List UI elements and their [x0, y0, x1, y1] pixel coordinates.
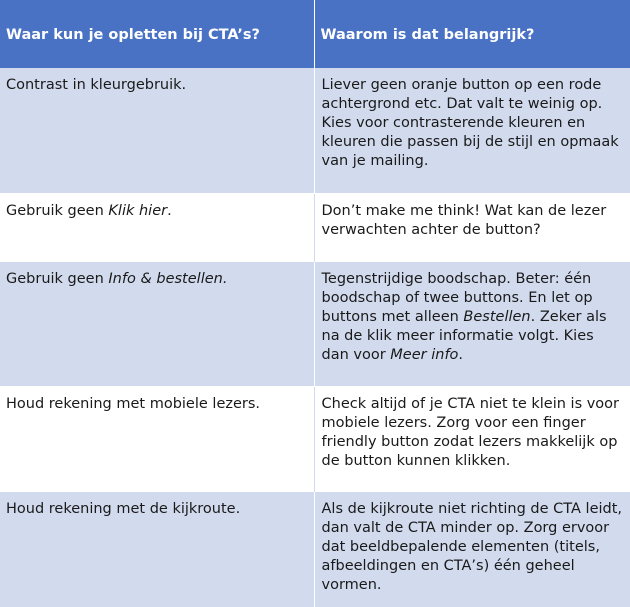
- table-row: [0, 194, 630, 263]
- reason-text: .: [458, 347, 464, 363]
- reason-cell: Liever geen oranje button op een rode achtergrond etc. Dat valt te weinig op. Kies voor contrasterende kleuren en kleuren die passen bij de stijl en opmaak van je mailing.: [314, 68, 630, 194]
- header-cell-reasons: Waarom is dat belangrijk?: [314, 0, 630, 68]
- tip-cell: Houd rekening met de kijkroute.: [0, 492, 314, 607]
- reason-emphasis: Meer info: [390, 347, 459, 363]
- tip-cell: [0, 194, 314, 263]
- reason-cell: [314, 262, 630, 387]
- header-cell-tips: Waar kun je opletten bij CTA’s?: [0, 0, 314, 68]
- tip-emphasis: Klik hier: [108, 203, 168, 219]
- table-row: [0, 492, 630, 607]
- table-header-row: [0, 0, 630, 68]
- tip-cell: [0, 262, 314, 387]
- tip-text: Gebruik geen: [6, 203, 109, 219]
- tip-text: Gebruik geen: [6, 271, 109, 287]
- tip-cell: Houd rekening met mobiele lezers.: [0, 387, 314, 493]
- reason-text: . Zeker als na de klik meer informatie volgt. Kies dan voor: [321, 309, 607, 363]
- reason-cell: Als de kijkroute niet richting de CTA leidt, dan valt de CTA minder op. Zorg ervoor dat beeldbepalende elementen (titels, afbeeldingen en CTA’s) één geheel vormen.: [314, 492, 630, 607]
- tip-cell: Contrast in kleurgebruik.: [0, 68, 314, 194]
- tip-emphasis: Info & bestellen.: [108, 271, 228, 287]
- table-row: [0, 387, 630, 493]
- reason-emphasis: Bestellen: [463, 309, 531, 325]
- reason-cell: Check altijd of je CTA niet te klein is voor mobiele lezers. Zorg voor een finger friendly button zodat lezers makkelijk op de button kunnen klikken.: [314, 387, 630, 493]
- reason-cell: Don’t make me think! Wat kan de lezer verwachten achter de button?: [314, 194, 630, 263]
- tip-text: .: [167, 203, 172, 219]
- table-row: [0, 68, 630, 194]
- reason-text: Tegenstrijdige boodschap. Beter: één boodschap of twee buttons. En let op buttons met alleen: [321, 271, 593, 325]
- table-row: [0, 262, 630, 387]
